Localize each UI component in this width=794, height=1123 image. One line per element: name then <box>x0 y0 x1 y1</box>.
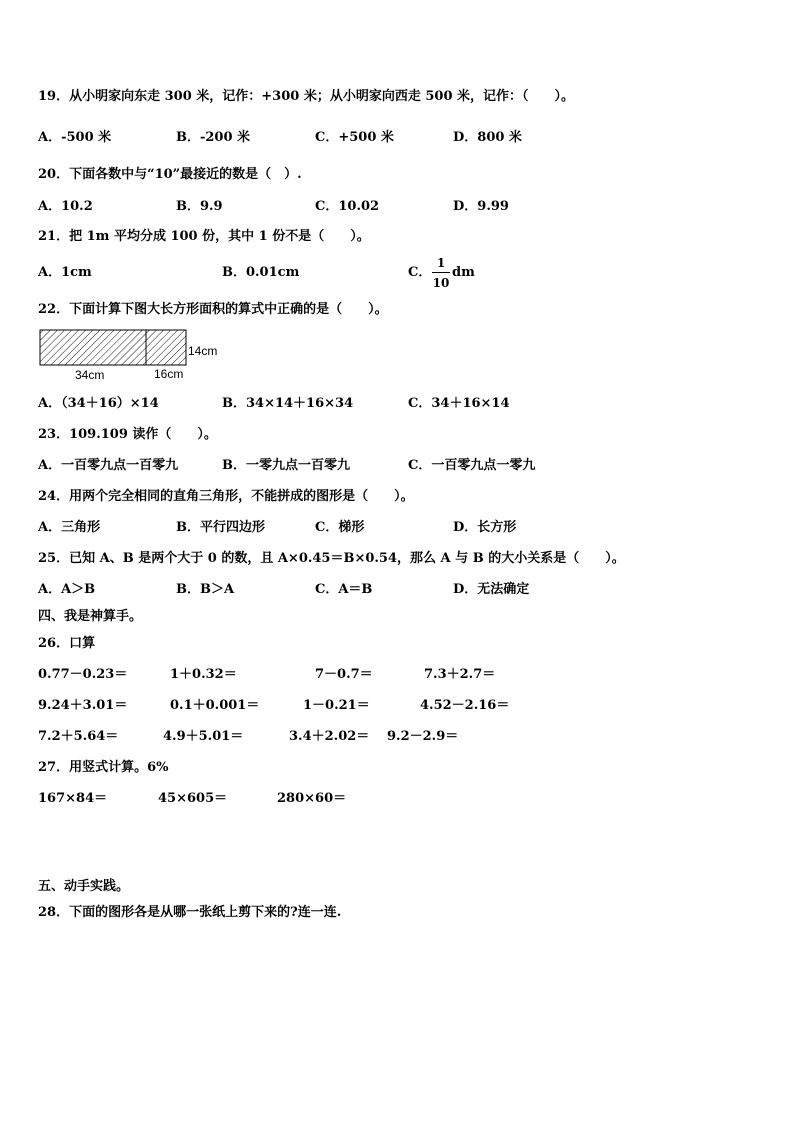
q25-option-c: C．A＝B <box>315 582 373 597</box>
mental-calc-item: 7.2＋5.64＝ <box>38 729 119 744</box>
q23-option-b: B．一零九点一百零九 <box>222 458 350 473</box>
q24-option-c: C．梯形 <box>315 520 365 535</box>
fraction-bar <box>432 272 450 273</box>
mental-calc-item: 9.24＋3.01＝ <box>38 698 128 713</box>
q24-option-b: B．平行四边形 <box>176 520 265 535</box>
q23-option-a: A．一百零九点一百零九 <box>38 458 179 473</box>
mental-calc-item: 4.52－2.16＝ <box>420 698 510 713</box>
fraction-numerator: 1 <box>436 256 446 270</box>
q19-option-b: B．-200 米 <box>176 130 251 145</box>
q22-option-b: B．34×14＋16×34 <box>222 396 354 411</box>
question-26-stem: 26．口算 <box>38 636 96 651</box>
question-21-stem: 21．把 1m 平均分成 100 份，其中 1 份不是（ ）。 <box>38 229 370 244</box>
mental-calc-item: 3.4＋2.02＝ <box>289 729 370 744</box>
q24-option-a: A．三角形 <box>38 520 101 535</box>
q22-option-c: C．34＋16×14 <box>408 396 510 411</box>
q21-option-b: B．0.01cm <box>222 265 300 280</box>
vertical-calc-item: 167×84＝ <box>38 791 108 806</box>
q19-option-c: C．+500 米 <box>315 130 394 145</box>
question-22-stem: 22．下面计算下图大长方形面积的算式中正确的是（ ）。 <box>38 302 388 317</box>
q21-option-c: C． <box>408 265 432 280</box>
q20-option-b: B．9.9 <box>176 199 223 214</box>
q25-option-a: A．A＞B <box>38 582 96 597</box>
question-27-stem: 27．用竖式计算。6% <box>38 760 169 775</box>
question-19-stem: 19．从小明家向东走 300 米，记作：+300 米；从小明家向西走 500 米，记作：（ ）。 <box>38 89 575 104</box>
question-20-stem: 20．下面各数中与“10”最接近的数是（ ）. <box>38 167 302 182</box>
left-rectangle-34cm <box>40 330 146 365</box>
q20-option-d: D．9.99 <box>453 199 509 214</box>
question-24-stem: 24．用两个完全相同的直角三角形，不能拼成的图形是（ ）。 <box>38 489 414 504</box>
mental-calc-item: 7－0.7＝ <box>315 667 373 682</box>
mental-calc-item: 1－0.21＝ <box>303 698 370 713</box>
q19-option-a: A．-500 米 <box>38 130 112 145</box>
mental-calc-item: 1＋0.32＝ <box>170 667 237 682</box>
vertical-calc-item: 45×605＝ <box>158 791 228 806</box>
mental-calc-item: 9.2－2.9＝ <box>387 729 459 744</box>
mental-calc-item: 7.3＋2.7＝ <box>424 667 496 682</box>
left-width-label: 34cm <box>75 368 105 382</box>
q22-option-a: A．（34＋16）×14 <box>38 396 159 411</box>
question-28-stem: 28．下面的图形各是从哪一张纸上剪下来的?连一连. <box>38 905 342 920</box>
mental-calc-item: 4.9＋5.01＝ <box>163 729 244 744</box>
fraction-denominator: 10 <box>432 276 450 290</box>
q20-option-c: C．10.02 <box>315 199 380 214</box>
q24-option-d: D．长方形 <box>453 520 517 535</box>
q19-option-d: D．800 米 <box>453 130 522 145</box>
q25-option-b: B．B＞A <box>176 582 235 597</box>
fraction-unit: dm <box>452 265 475 280</box>
section-4-title: 四、我是神算手。 <box>38 609 143 624</box>
section-5-title: 五、动手实践。 <box>38 879 130 894</box>
height-label: 14cm <box>188 344 218 358</box>
q23-option-c: C．一百零九点一零九 <box>408 458 536 473</box>
q21-option-a: A．1cm <box>38 265 92 280</box>
q20-option-a: A．10.2 <box>38 199 93 214</box>
q25-option-d: D．无法确定 <box>453 582 530 597</box>
right-rectangle-16cm <box>146 330 186 365</box>
rectangle-figure <box>38 328 190 368</box>
mental-calc-item: 0.77－0.23＝ <box>38 667 128 682</box>
right-width-label: 16cm <box>154 367 184 381</box>
vertical-calc-item: 280×60＝ <box>277 791 347 806</box>
question-23-stem: 23．109.109 读作（ ）。 <box>38 427 217 442</box>
mental-calc-item: 0.1＋0.001＝ <box>170 698 260 713</box>
question-25-stem: 25．已知 A、B 是两个大于 0 的数，且 A×0.45＝B×0.54，那么 A 与 B 的大小关系是（ ）。 <box>38 551 625 566</box>
